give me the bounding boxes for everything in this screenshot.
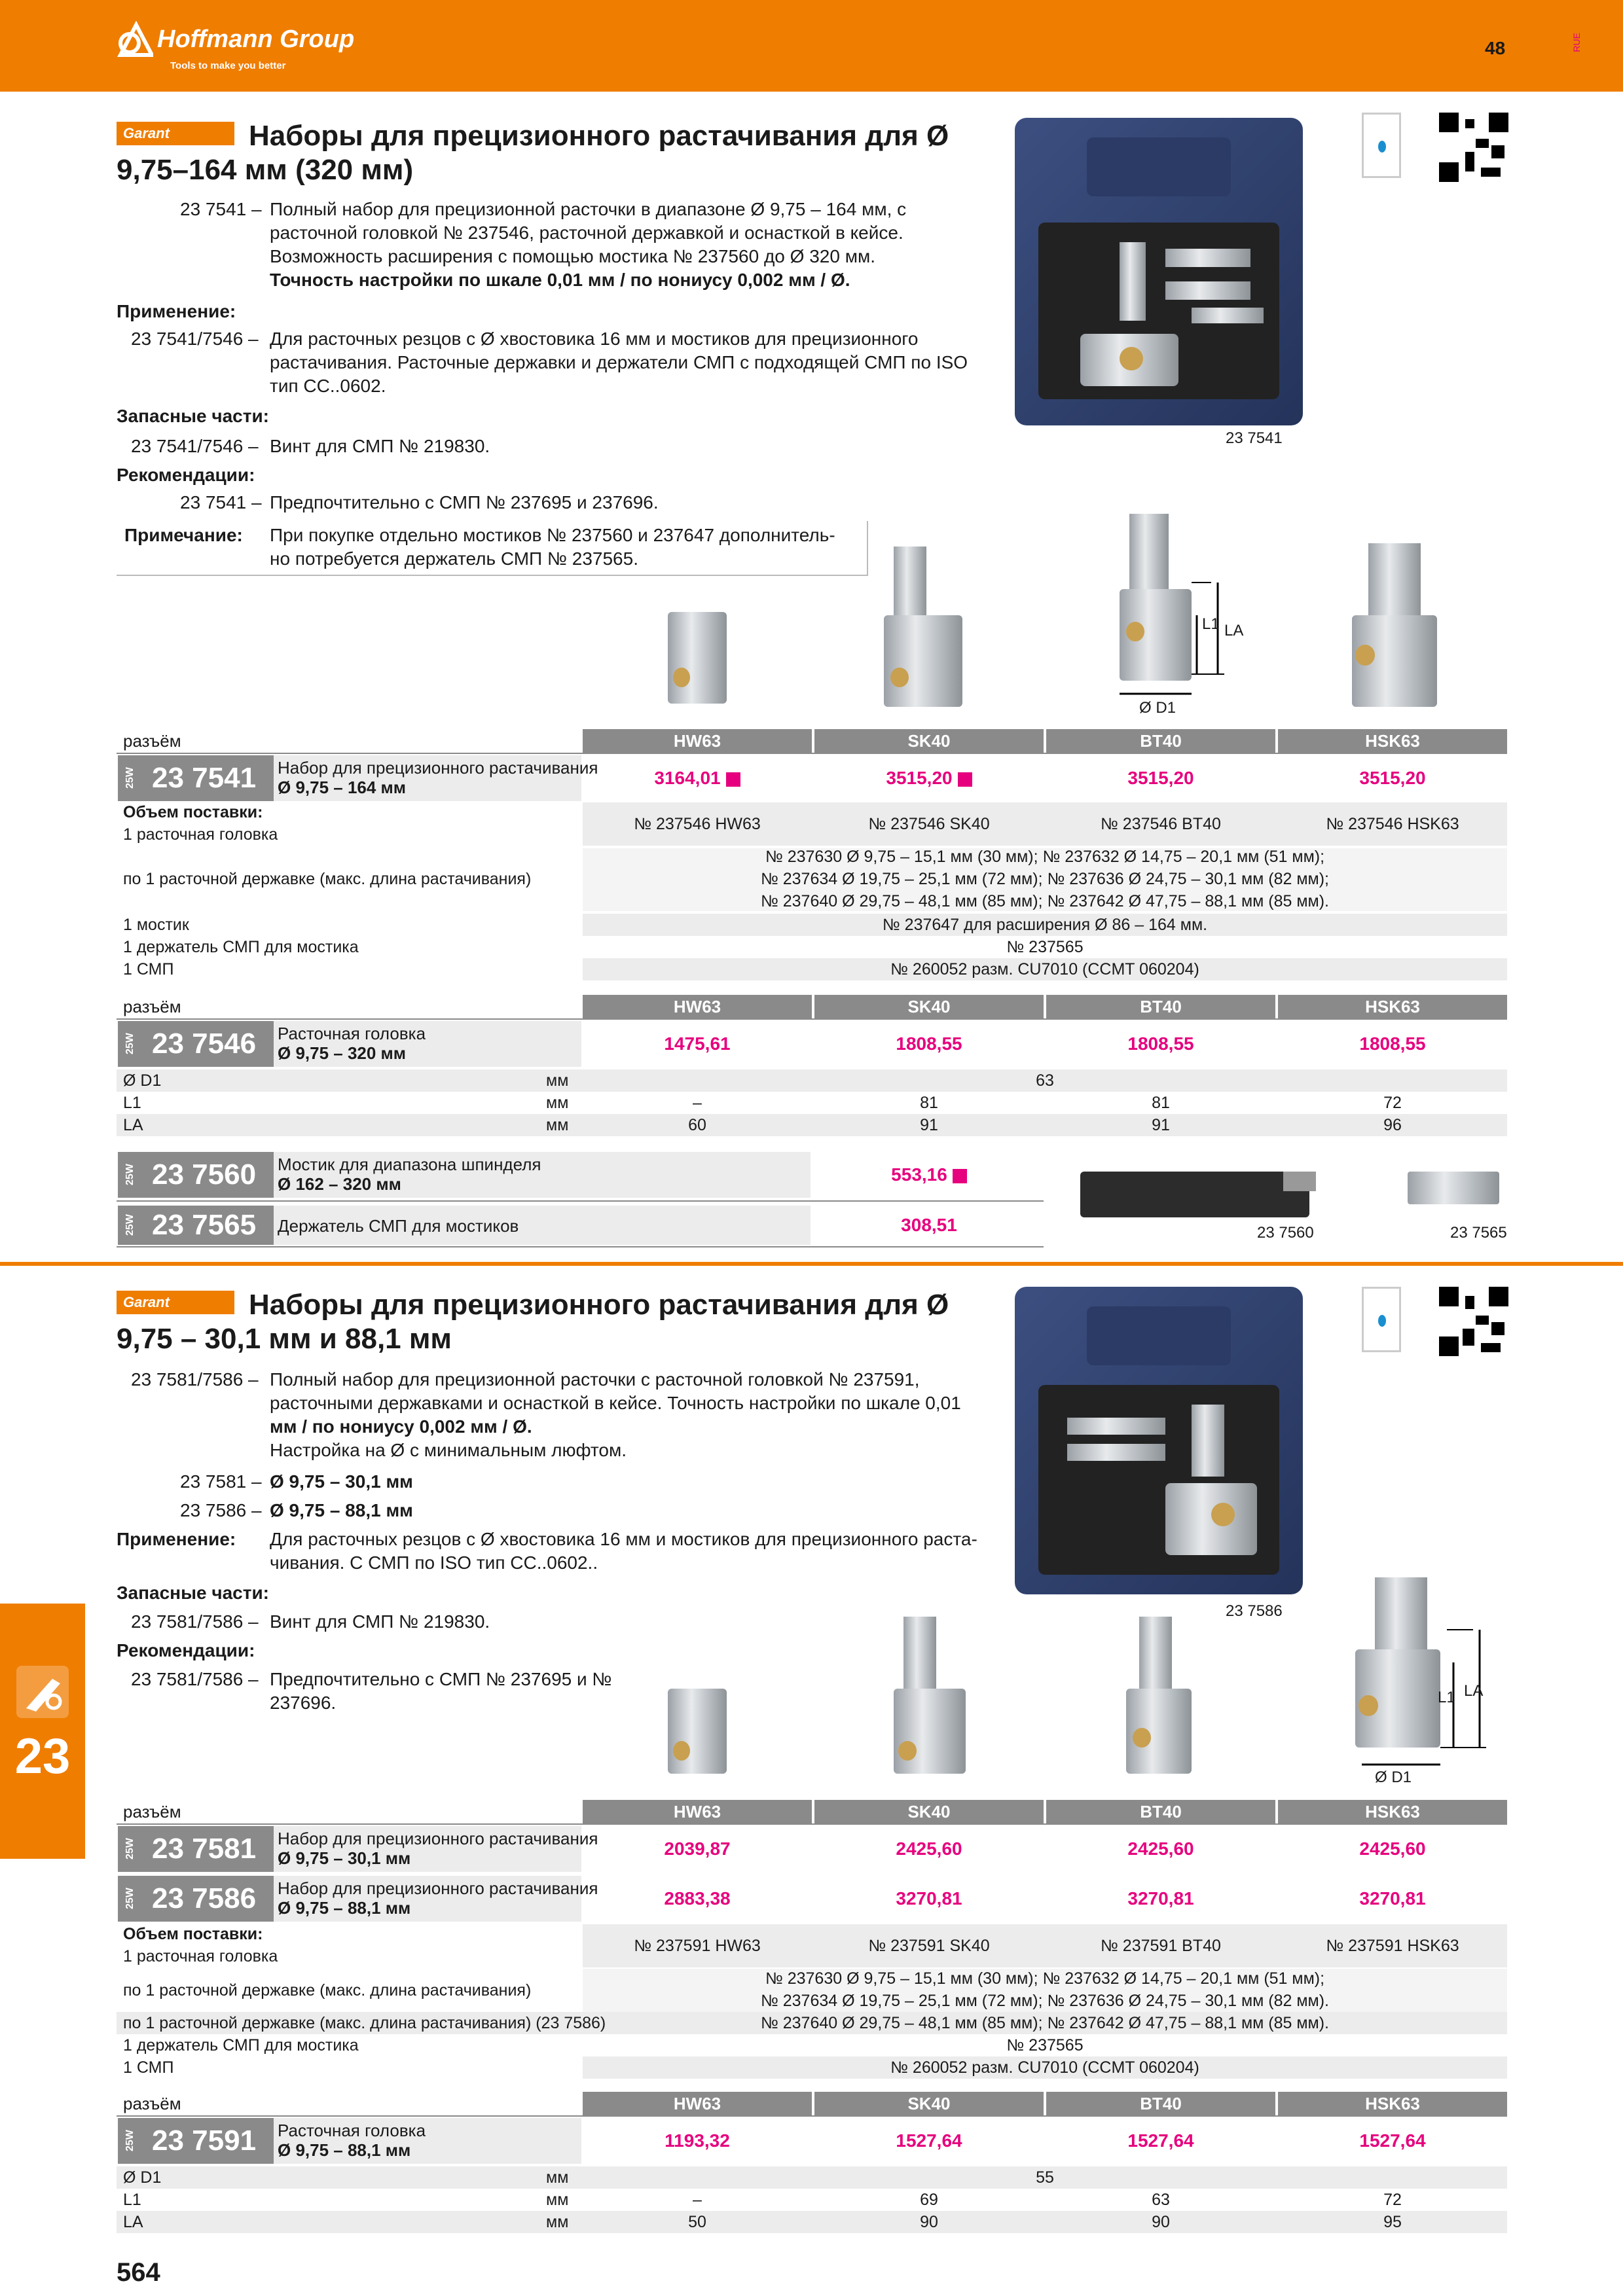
dim-la-label: LA	[1224, 622, 1244, 639]
code-tag: 25W	[117, 1876, 143, 1922]
row-value: № 237640 Ø 29,75 – 48,1 мм (85 мм); № 237642 Ø 47,75 – 88,1 мм (85 мм).	[760, 892, 1329, 910]
dim-value: 91	[920, 1116, 938, 1134]
price-cell[interactable]: 2425,60	[896, 1839, 962, 1859]
product-desc: Ø 9,75 – 88,1 мм	[278, 2140, 411, 2160]
row-label: 1 расточная головка	[123, 825, 278, 844]
product-desc: Ø 9,75 – 88,1 мм	[278, 1898, 411, 1918]
scope-label: Объем поставки:	[123, 1925, 263, 1943]
unit-label: мм	[546, 1094, 569, 1112]
row-value: № 237591 SK40	[868, 1937, 990, 1955]
brand-logo[interactable]	[117, 21, 354, 58]
variant-code: 23 7581 –	[180, 1471, 262, 1492]
col-header: HSK63	[1278, 995, 1507, 1018]
connector-label: разъём	[123, 731, 181, 751]
dim-value: –	[693, 1094, 702, 1112]
section1-title-line2: 9,75–164 мм (320 мм)	[117, 154, 414, 186]
spare-code: 23 7541/7546 –	[131, 436, 259, 456]
qr-code-icon[interactable]	[1439, 1287, 1508, 1356]
spare-code: 23 7581/7586 –	[131, 1611, 259, 1632]
dim-label: LA	[123, 1116, 143, 1134]
section2-title-line1: Наборы для прецизионного растачивания для Ø	[249, 1289, 949, 1321]
holder-image-hw63	[668, 612, 727, 704]
variant-text: Ø 9,75 – 88,1 мм	[270, 1500, 413, 1520]
app-line: Для расточных резцов с Ø хвостовика 16 мм и мостиков для прецизионного раста-	[270, 1529, 977, 1549]
unit-label: мм	[546, 1116, 569, 1134]
code-tag: 25W	[117, 1152, 143, 1198]
unit-label: мм	[546, 2213, 569, 2231]
code-tag: 25W	[117, 1206, 143, 1245]
brand-name: Hoffmann Group	[157, 25, 355, 53]
product-code-237560[interactable]	[117, 1152, 274, 1198]
product-desc: Расточная головка	[278, 2121, 426, 2140]
photo-caption: 23 7586	[1226, 1602, 1283, 1620]
app-line: чивания. С СМП по ISO тип CC..0602..	[270, 1552, 598, 1573]
row-value: № 237591 HW63	[634, 1937, 761, 1955]
spare-parts-label: Запасные части:	[117, 406, 269, 426]
product-desc: Ø 9,75 – 30,1 мм	[278, 1848, 411, 1868]
row-value: № 237634 Ø 19,75 – 25,1 мм (72 мм); № 237636 Ø 24,75 – 30,1 мм (82 мм).	[760, 1992, 1329, 2010]
spare-text: Винт для СМП № 219830.	[270, 1611, 490, 1632]
hoffmann-logo-icon	[117, 21, 153, 58]
app-line: тип CC..0602.	[270, 376, 386, 396]
dim-value: 63	[1036, 1071, 1054, 1090]
rec-line: 237696.	[270, 1693, 337, 1713]
dim-value: 81	[920, 1094, 938, 1112]
row-label: по 1 расточной державке (макс. длина растачивания)	[123, 1981, 532, 2000]
holder-image-bt40	[1139, 1617, 1172, 1695]
intro-line: Полный набор для прецизионной расточки с расточной головкой № 237591,	[270, 1369, 920, 1390]
connector-label: разъём	[123, 1802, 181, 1821]
dim-value: 91	[1152, 1116, 1170, 1134]
coolant-icon	[1362, 1287, 1401, 1352]
product-desc: Держатель СМП для мостиков	[278, 1216, 519, 1236]
product-desc: Ø 162 – 320 мм	[278, 1174, 401, 1194]
intro-line: расточной головкой № 237546, расточной державкой и оснасткой в кейсе.	[270, 223, 903, 243]
insert-holder-image	[1408, 1172, 1499, 1204]
price-cell[interactable]: 3164,01	[583, 755, 812, 801]
code-number: 23 7581	[152, 1833, 257, 1865]
dim-value: 90	[920, 2213, 938, 2231]
row-label: 1 СМП	[123, 2058, 174, 2077]
holder-image-hsk63	[1368, 543, 1421, 615]
col-header: HW63	[583, 995, 812, 1018]
connector-label: разъём	[123, 2094, 181, 2113]
dim-value: 60	[688, 1116, 706, 1134]
holder-image-sk40	[894, 547, 926, 619]
col-header: HW63	[583, 1800, 812, 1823]
spare-text: Винт для СМП № 219830.	[270, 436, 490, 456]
code-tag: 25W	[117, 2118, 143, 2164]
product-desc: Набор для прецизионного растачивания	[278, 1878, 598, 1898]
price-cell[interactable]: 1808,55	[1127, 1033, 1194, 1054]
code-tag: 25W	[117, 755, 143, 801]
app-line: Для расточных резцов с Ø хвостовика 16 мм и мостиков для прецизионного	[270, 329, 919, 349]
col-header: SK40	[814, 2092, 1044, 2115]
row-value: № 237634 Ø 19,75 – 25,1 мм (72 мм); № 237636 Ø 24,75 – 30,1 мм (82 мм);	[760, 870, 1329, 888]
price-cell[interactable]: 3270,81	[896, 1888, 962, 1909]
dim-d1-label: Ø D1	[1375, 1768, 1412, 1786]
dim-l1-label: L1	[1438, 1689, 1455, 1706]
product-desc: Набор для прецизионного растачивания	[278, 758, 598, 778]
row-label: 1 расточная головка	[123, 1947, 278, 1965]
dim-label: L1	[123, 2191, 141, 2209]
unit-label: мм	[546, 2168, 569, 2187]
dim-label: Ø D1	[123, 1071, 162, 1090]
product-desc: Ø 9,75 – 164 мм	[278, 778, 407, 797]
catalog-page-number: 48	[1485, 38, 1506, 58]
app-code: 23 7541/7546 –	[131, 329, 259, 349]
qr-code-icon[interactable]	[1439, 113, 1508, 182]
row-label: 1 мостик	[123, 916, 189, 934]
dim-l1-label: L1	[1202, 615, 1220, 633]
price-cell[interactable]: 2425,60	[1359, 1839, 1426, 1859]
price-cell[interactable]: 2039,87	[664, 1839, 731, 1859]
row-label: 1 СМП	[123, 960, 174, 978]
dimension-diagram	[1349, 1623, 1493, 1780]
col-header: SK40	[814, 1800, 1044, 1823]
unit-label: мм	[546, 1071, 569, 1090]
row-value: № 237640 Ø 29,75 – 48,1 мм (85 мм); № 237642 Ø 47,75 – 88,1 мм (85 мм).	[760, 2014, 1329, 2032]
product-code-237541[interactable]	[117, 755, 274, 801]
product-desc: Мостик для диапазона шпинделя	[278, 1155, 541, 1174]
code-number: 23 7546	[152, 1028, 257, 1060]
code-number: 23 7591	[152, 2125, 257, 2157]
rec-line: Предпочтительно с СМП № 237695 и №	[270, 1669, 612, 1689]
code-number: 23 7586	[152, 1882, 257, 1914]
row-value: № 237591 HSK63	[1326, 1937, 1459, 1955]
dim-label: Ø D1	[123, 2168, 162, 2187]
row-value: № 237647 для расширения Ø 86 – 164 мм.	[882, 916, 1208, 934]
intro-line: Точность настройки по шкале 0,01 мм / по нониусу 0,002 мм / Ø.	[270, 270, 850, 290]
code-number: 23 7541	[152, 762, 257, 794]
dim-label: L1	[123, 1094, 141, 1112]
dim-value: 72	[1383, 2191, 1402, 2209]
row-value: № 237565	[1006, 938, 1084, 956]
garant-badge: Garant	[117, 122, 234, 145]
price-cell[interactable]: 1527,64	[1127, 2130, 1194, 2151]
spare-parts-label: Запасные части:	[117, 1583, 269, 1603]
col-header: BT40	[1046, 1800, 1275, 1823]
dim-value: 69	[920, 2191, 938, 2209]
dim-d1-label: Ø D1	[1139, 699, 1176, 717]
price-cell[interactable]: 1527,64	[1359, 2130, 1426, 2151]
row-value: № 237630 Ø 9,75 – 15,1 мм (30 мм); № 237632 Ø 14,75 – 20,1 мм (51 мм);	[765, 848, 1325, 866]
row-label: по 1 расточной державке (макс. длина растачивания) (23 7586)	[123, 2014, 606, 2032]
col-header: HSK63	[1278, 729, 1507, 753]
row-label: 1 держатель СМП для мостика	[123, 938, 359, 956]
col-header: HW63	[583, 2092, 812, 2115]
section1-title-line1: Наборы для прецизионного растачивания для Ø	[249, 120, 949, 152]
col-header: SK40	[814, 729, 1044, 753]
col-header: SK40	[814, 995, 1044, 1018]
dim-value: 90	[1152, 2213, 1170, 2231]
row-value: № 237591 BT40	[1101, 1937, 1221, 1955]
product-code-237546[interactable]	[117, 1021, 274, 1067]
note-line: но потребуется держатель СМП № 237565.	[270, 548, 638, 569]
chapter-number: 23	[14, 1729, 71, 1784]
intro-line: мм / по нониусу 0,002 мм / Ø.	[270, 1416, 532, 1437]
dim-value: 72	[1383, 1094, 1402, 1112]
dim-value: 55	[1036, 2168, 1054, 2187]
row-value: № 237546 BT40	[1101, 815, 1221, 833]
holder-image-sk40	[903, 1617, 936, 1695]
acc-caption: 23 7565	[1450, 1224, 1507, 1242]
price-cell[interactable]: 308,51	[901, 1215, 957, 1235]
rec-code: 23 7541 –	[180, 492, 262, 512]
note-label: Примечание:	[124, 525, 243, 545]
dimension-diagram	[1120, 576, 1250, 720]
row-value: № 260052 разм. CU7010 (CCMT 060204)	[890, 960, 1199, 978]
acc-caption: 23 7560	[1257, 1224, 1314, 1242]
price-cell[interactable]: 1193,32	[665, 2130, 730, 2151]
price-cell[interactable]: 553,16	[814, 1152, 1044, 1198]
price-cell[interactable]: 3270,81	[1127, 1888, 1194, 1909]
language-code: RUE	[1571, 33, 1582, 52]
product-desc: Ø 9,75 – 320 мм	[278, 1043, 407, 1063]
dim-la-label: LA	[1464, 1682, 1484, 1700]
bridge-image	[1080, 1172, 1309, 1217]
code-tag: 25W	[117, 1826, 143, 1872]
price-cell[interactable]: 3515,20	[1359, 768, 1426, 788]
photo-caption: 23 7541	[1226, 429, 1283, 447]
unit-label: мм	[546, 2191, 569, 2209]
rec-code: 23 7581/7586 –	[131, 1669, 259, 1689]
intro-code: 23 7581/7586 –	[131, 1369, 259, 1390]
scope-label: Объем поставки:	[123, 803, 263, 821]
holder-image-hw63	[668, 1689, 727, 1774]
note-line: При покупке отдельно мостиков № 237560 и 237647 дополнитель-	[270, 525, 835, 545]
dim-value: 96	[1383, 1116, 1402, 1134]
connector-label: разъём	[123, 997, 181, 1016]
price-cell[interactable]: 1475,61	[664, 1033, 731, 1054]
product-code-237581[interactable]	[117, 1826, 274, 1872]
col-header: BT40	[1046, 729, 1275, 753]
col-header: BT40	[1046, 2092, 1275, 2115]
row-value: № 237630 Ø 9,75 – 15,1 мм (30 мм); № 237632 Ø 14,75 – 20,1 мм (51 мм);	[765, 1969, 1325, 1988]
product-desc: Расточная головка	[278, 1024, 426, 1043]
intro-line: Полный набор для прецизионной расточки в диапазоне Ø 9,75 – 164 мм, с	[270, 199, 907, 219]
intro-code: 23 7541 –	[180, 199, 262, 219]
dim-value: 95	[1383, 2213, 1402, 2231]
row-label: по 1 расточной державке (макс. длина растачивания)	[123, 870, 532, 888]
dim-value: 50	[688, 2213, 706, 2231]
row-value: № 237565	[1006, 2036, 1084, 2054]
price-cell[interactable]: 1808,55	[896, 1033, 962, 1054]
price-cell[interactable]: 1808,55	[1359, 1033, 1426, 1054]
dim-label: LA	[123, 2213, 143, 2231]
row-value: № 237546 HW63	[634, 815, 761, 833]
section2-title-line2: 9,75 – 30,1 мм и 88,1 мм	[117, 1323, 452, 1355]
product-photo-case	[1015, 118, 1303, 425]
product-code-237586[interactable]	[117, 1876, 274, 1922]
code-number: 23 7560	[152, 1158, 257, 1191]
product-code-237591[interactable]	[117, 2118, 274, 2164]
intro-line: Настройка на Ø с минимальным люфтом.	[270, 1440, 627, 1460]
col-header: HSK63	[1278, 2092, 1507, 2115]
section-separator	[0, 1262, 1623, 1266]
col-header: HW63	[583, 729, 812, 753]
intro-line: Возможность расширения с помощью мостика № 237560 до Ø 320 мм.	[270, 246, 875, 266]
product-desc: Набор для прецизионного растачивания	[278, 1829, 598, 1848]
col-header: HSK63	[1278, 1800, 1507, 1823]
code-number: 23 7565	[152, 1209, 257, 1241]
application-label: Применение:	[117, 301, 236, 321]
recommend-label: Рекомендации:	[117, 465, 255, 485]
row-label: 1 держатель СМП для мостика	[123, 2036, 359, 2054]
row-value: № 237546 SK40	[868, 815, 990, 833]
price-cell[interactable]: 2883,38	[664, 1888, 731, 1909]
price-cell[interactable]: 2425,60	[1127, 1839, 1194, 1859]
dim-value: 81	[1152, 1094, 1170, 1112]
row-value: № 260052 разм. CU7010 (CCMT 060204)	[890, 2058, 1199, 2077]
rec-text: Предпочтительно с СМП № 237695 и 237696.	[270, 492, 659, 512]
variant-code: 23 7586 –	[180, 1500, 262, 1520]
boring-tool-icon	[13, 1662, 72, 1721]
code-tag: 25W	[117, 1021, 143, 1067]
page-number: 564	[117, 2258, 160, 2287]
garant-badge: Garant	[117, 1291, 234, 1314]
recommend-label: Рекомендации:	[117, 1640, 255, 1660]
coolant-icon	[1362, 113, 1401, 178]
price-cell[interactable]: 3270,81	[1359, 1888, 1426, 1909]
product-photo-case	[1015, 1287, 1303, 1594]
app-line: растачивания. Расточные державки и держатели СМП с подходящей СМП по ISO	[270, 352, 968, 372]
dim-value: –	[693, 2191, 702, 2209]
col-header: BT40	[1046, 995, 1275, 1018]
variant-text: Ø 9,75 – 30,1 мм	[270, 1471, 413, 1492]
dim-value: 63	[1152, 2191, 1170, 2209]
row-value: № 237546 HSK63	[1326, 815, 1459, 833]
price-cell[interactable]: 3515,20	[1127, 768, 1194, 788]
price-cell[interactable]: 3515,20	[814, 755, 1044, 801]
application-label: Применение:	[117, 1529, 236, 1549]
brand-tagline: Tools to make you better	[170, 60, 286, 71]
intro-line: расточными державками и оснасткой в кейсе. Точность настройки по шкале 0,01	[270, 1393, 961, 1413]
product-code-237565[interactable]	[117, 1206, 274, 1245]
price-cell[interactable]: 1527,64	[896, 2130, 962, 2151]
